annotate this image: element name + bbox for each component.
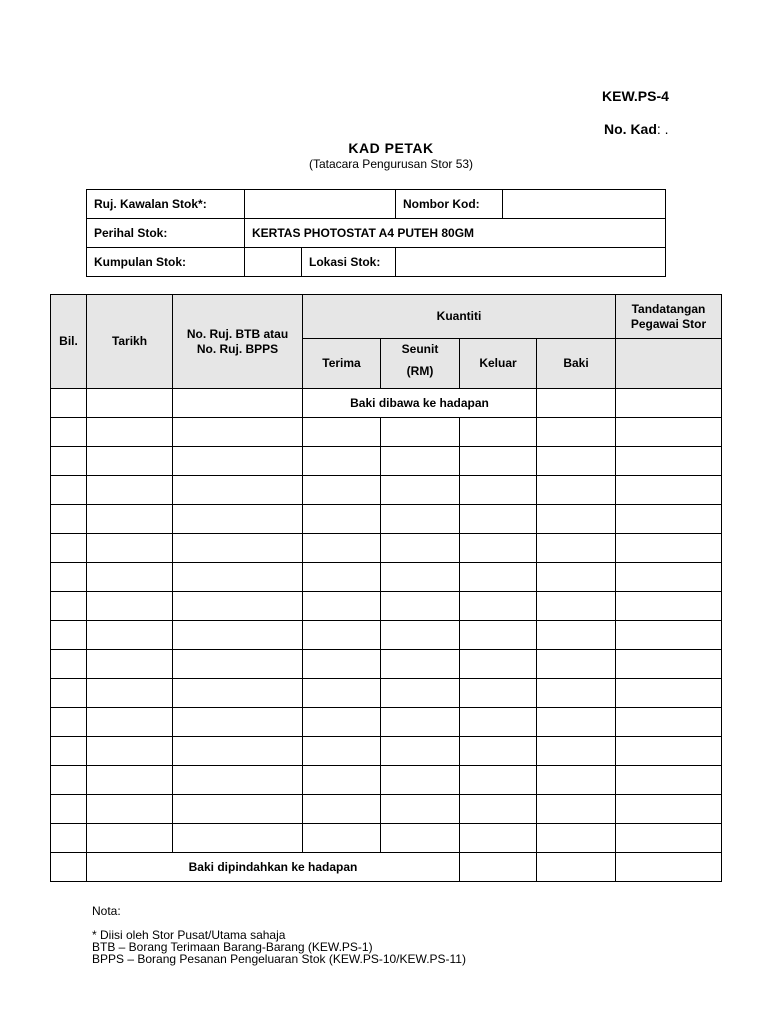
unit-price-label: Seunit [401, 342, 439, 356]
column-header-receive: Terima [303, 339, 381, 389]
table-cell[interactable] [537, 389, 616, 418]
table-cell[interactable] [537, 679, 616, 708]
table-cell[interactable] [51, 737, 87, 766]
table-cell[interactable] [460, 766, 537, 795]
page-title: KAD PETAK [348, 140, 434, 156]
table-cell[interactable] [303, 650, 381, 679]
info-row-subject [87, 219, 666, 248]
table-cell[interactable] [381, 679, 460, 708]
table-cell[interactable] [51, 476, 87, 505]
table-cell[interactable] [51, 708, 87, 737]
table-cell[interactable] [460, 621, 537, 650]
column-header-quantity: Kuantiti [303, 295, 616, 339]
table-cell[interactable] [173, 505, 303, 534]
table-cell[interactable] [303, 621, 381, 650]
column-header-balance: Baki [537, 339, 616, 389]
table-cell[interactable] [616, 621, 722, 650]
table-cell[interactable] [87, 534, 173, 563]
table-cell[interactable] [537, 824, 616, 853]
table-cell[interactable] [537, 418, 616, 447]
table-cell[interactable] [51, 389, 87, 418]
column-header-date: Tarikh [87, 295, 173, 389]
table-cell[interactable] [51, 824, 87, 853]
table-cell[interactable] [616, 592, 722, 621]
table-cell[interactable] [537, 708, 616, 737]
table-cell[interactable] [173, 679, 303, 708]
table-cell[interactable] [460, 824, 537, 853]
table-cell[interactable] [381, 418, 460, 447]
table-cell[interactable] [381, 592, 460, 621]
table-cell[interactable] [460, 650, 537, 679]
table-cell[interactable] [381, 737, 460, 766]
table-cell[interactable] [537, 505, 616, 534]
table-row [51, 795, 722, 824]
table-cell[interactable] [460, 795, 537, 824]
table-cell[interactable] [616, 853, 722, 882]
table-cell[interactable] [460, 853, 537, 882]
table-cell[interactable] [537, 853, 616, 882]
note-line: BTB – Borang Terimaan Barang-Barang (KEW.PS-1) [92, 940, 373, 954]
form-code: KEW.PS-4 [602, 88, 669, 104]
column-header-issue: Keluar [460, 339, 537, 389]
table-row [51, 650, 722, 679]
subject-value-field[interactable]: KERTAS PHOTOSTAT A4 PUTEH 80GM [245, 219, 666, 248]
table-cell[interactable] [616, 418, 722, 447]
table-cell[interactable] [173, 592, 303, 621]
notes-section [92, 905, 466, 965]
note-line: * Diisi oleh Stor Pusat/Utama sahaja [92, 928, 286, 942]
table-row [51, 737, 722, 766]
card-number [604, 121, 669, 137]
page-subtitle: (Tatacara Pengurusan Stor 53) [308, 157, 474, 171]
table-cell[interactable] [87, 708, 173, 737]
code-label: Nombor Kod: [396, 190, 503, 219]
table-cell[interactable] [537, 795, 616, 824]
table-cell[interactable] [460, 418, 537, 447]
table-cell[interactable] [460, 592, 537, 621]
table-cell[interactable] [51, 795, 87, 824]
table-cell[interactable] [460, 708, 537, 737]
table-cell[interactable] [303, 447, 381, 476]
table-cell[interactable] [381, 650, 460, 679]
table-cell[interactable] [87, 737, 173, 766]
table-cell[interactable] [381, 766, 460, 795]
table-cell[interactable] [173, 737, 303, 766]
table-cell[interactable] [303, 534, 381, 563]
table-cell[interactable] [303, 476, 381, 505]
carried-forward-row [51, 853, 722, 882]
table-cell[interactable] [173, 563, 303, 592]
carried-forward-label: Baki dipindahkan ke hadapan [87, 853, 460, 882]
table-cell[interactable] [460, 534, 537, 563]
table-cell[interactable] [173, 389, 303, 418]
table-cell[interactable] [51, 447, 87, 476]
table-cell[interactable] [87, 795, 173, 824]
table-row [51, 824, 722, 853]
table-row [51, 708, 722, 737]
table-cell[interactable] [537, 766, 616, 795]
table-cell[interactable] [51, 563, 87, 592]
table-cell[interactable] [537, 621, 616, 650]
table-row [51, 505, 722, 534]
table-cell[interactable] [616, 679, 722, 708]
table-cell[interactable] [537, 592, 616, 621]
table-cell[interactable] [87, 766, 173, 795]
table-cell[interactable] [51, 592, 87, 621]
table-cell[interactable] [537, 563, 616, 592]
table-cell[interactable] [303, 505, 381, 534]
brought-forward-label: Baki dibawa ke hadapan [303, 389, 537, 418]
code-value-field[interactable] [503, 190, 666, 219]
table-cell[interactable] [173, 795, 303, 824]
table-cell[interactable] [537, 737, 616, 766]
table-cell[interactable] [381, 447, 460, 476]
table-cell[interactable] [173, 418, 303, 447]
unit-price-currency: (RM) [406, 364, 434, 378]
table-cell[interactable] [303, 708, 381, 737]
table-cell[interactable] [303, 737, 381, 766]
table-cell[interactable] [87, 621, 173, 650]
table-cell[interactable] [303, 795, 381, 824]
table-cell[interactable] [616, 563, 722, 592]
table-cell[interactable] [616, 389, 722, 418]
table-cell[interactable] [616, 824, 722, 853]
table-cell[interactable] [303, 824, 381, 853]
table-cell[interactable] [87, 418, 173, 447]
table-row [51, 679, 722, 708]
table-cell[interactable] [460, 505, 537, 534]
table-cell[interactable] [460, 447, 537, 476]
table-cell[interactable] [173, 708, 303, 737]
table-cell[interactable] [616, 447, 722, 476]
stock-info-table [86, 189, 666, 277]
table-cell[interactable] [616, 737, 722, 766]
column-header-unit-price [381, 339, 460, 389]
subject-label: Perihal Stok: [87, 219, 245, 248]
table-cell[interactable] [173, 534, 303, 563]
column-header-signature: Tandatangan Pegawai Stor [616, 295, 722, 339]
table-cell[interactable] [381, 621, 460, 650]
table-cell[interactable] [51, 534, 87, 563]
table-cell[interactable] [381, 505, 460, 534]
table-cell[interactable] [381, 534, 460, 563]
table-cell[interactable] [537, 650, 616, 679]
table-cell[interactable] [51, 766, 87, 795]
table-cell[interactable] [173, 447, 303, 476]
table-cell[interactable] [616, 795, 722, 824]
table-cell[interactable] [303, 563, 381, 592]
table-cell[interactable] [616, 534, 722, 563]
table-cell[interactable] [381, 824, 460, 853]
table-cell[interactable] [51, 505, 87, 534]
table-cell[interactable] [460, 679, 537, 708]
table-cell[interactable] [173, 650, 303, 679]
table-cell[interactable] [537, 476, 616, 505]
ref-label: Ruj. Kawalan Stok*: [87, 190, 245, 219]
table-cell[interactable] [381, 708, 460, 737]
table-cell[interactable] [616, 708, 722, 737]
table-cell[interactable] [303, 766, 381, 795]
table-cell[interactable] [381, 476, 460, 505]
table-row [51, 621, 722, 650]
table-row [51, 563, 722, 592]
table-cell[interactable] [87, 505, 173, 534]
notes-heading: Nota: [92, 904, 121, 918]
table-cell[interactable] [173, 824, 303, 853]
location-value-field[interactable] [396, 248, 666, 277]
table-cell[interactable] [616, 505, 722, 534]
table-cell[interactable] [51, 621, 87, 650]
table-row [51, 534, 722, 563]
table-cell[interactable] [87, 476, 173, 505]
column-header-reference: No. Ruj. BTB atau No. Ruj. BPPS [173, 295, 303, 389]
location-label: Lokasi Stok: [302, 248, 396, 277]
table-cell[interactable] [460, 563, 537, 592]
table-cell[interactable] [303, 418, 381, 447]
table-cell[interactable] [460, 737, 537, 766]
table-row [51, 592, 722, 621]
table-cell[interactable] [303, 592, 381, 621]
info-row-ref [87, 190, 666, 219]
table-cell[interactable] [616, 766, 722, 795]
brought-forward-row [51, 389, 722, 418]
table-row [51, 447, 722, 476]
card-number-value: : . [656, 121, 669, 137]
column-header-signature-blank [616, 339, 722, 389]
group-value-field[interactable] [245, 248, 302, 277]
table-cell[interactable] [616, 476, 722, 505]
table-cell[interactable] [173, 766, 303, 795]
info-row-group [87, 248, 666, 277]
table-row [51, 766, 722, 795]
table-row [51, 476, 722, 505]
table-cell[interactable] [173, 476, 303, 505]
table-cell[interactable] [381, 795, 460, 824]
column-header-bil: Bil. [51, 295, 87, 389]
table-cell[interactable] [537, 447, 616, 476]
table-cell[interactable] [616, 650, 722, 679]
table-cell[interactable] [173, 621, 303, 650]
table-cell[interactable] [51, 853, 87, 882]
table-cell[interactable] [303, 679, 381, 708]
table-cell[interactable] [87, 389, 173, 418]
table-cell[interactable] [51, 650, 87, 679]
table-cell[interactable] [537, 534, 616, 563]
note-line: BPPS – Borang Pesanan Pengeluaran Stok (KEW.PS-10/KEW.PS-11) [92, 952, 466, 966]
table-cell[interactable] [87, 447, 173, 476]
table-cell[interactable] [87, 679, 173, 708]
table-cell[interactable] [460, 476, 537, 505]
table-cell[interactable] [87, 824, 173, 853]
table-cell[interactable] [51, 679, 87, 708]
stock-ledger-table [50, 294, 722, 882]
table-cell[interactable] [87, 592, 173, 621]
table-cell[interactable] [87, 650, 173, 679]
card-number-label: No. Kad [604, 121, 657, 137]
table-cell[interactable] [381, 563, 460, 592]
table-row [51, 418, 722, 447]
table-cell[interactable] [51, 418, 87, 447]
group-label: Kumpulan Stok: [87, 248, 245, 277]
table-cell[interactable] [87, 563, 173, 592]
ref-value-field[interactable] [245, 190, 396, 219]
